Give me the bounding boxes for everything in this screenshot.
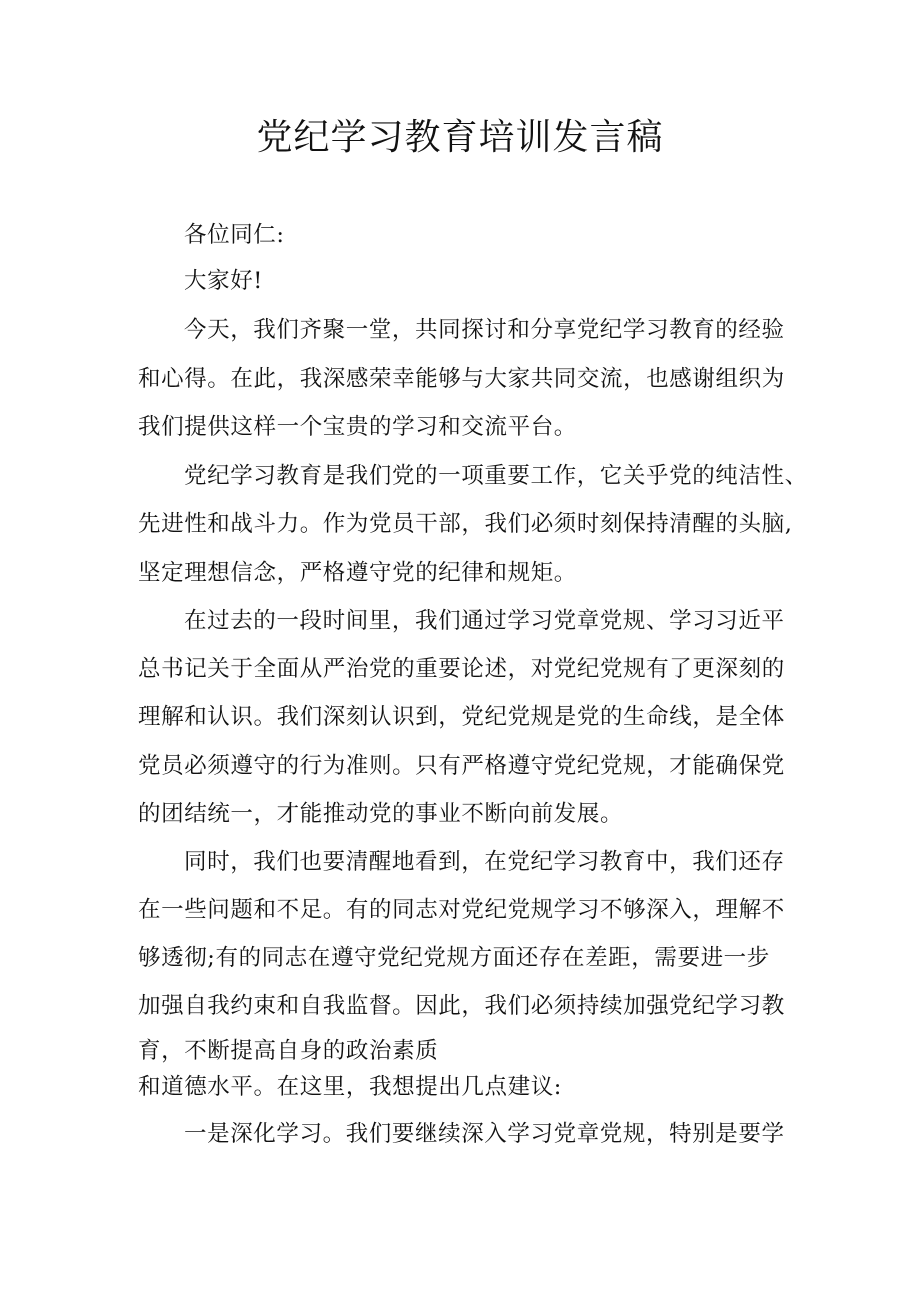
paragraph-line: 党纪学习教育是我们党的一项重要工作，它关乎党的纯洁性、 (184, 463, 808, 489)
paragraph-line: 党员必须遵守的行为准则。只有严格遵守党纪党规，才能确保党 (138, 753, 785, 779)
paragraph-line: 在一些问题和不足。有的同志对党纪党规学习不够深入，理解不 (138, 897, 785, 923)
paragraph-line: 一是深化学习。我们要继续深入学习党章党规，特别是要学 (184, 1121, 785, 1147)
paragraph-line: 的团结统一，才能推动党的事业不断向前发展。 (138, 801, 624, 827)
paragraph-line: 够透彻;有的同志在遵守党纪党规方面还存在差距，需要进一步 (138, 945, 770, 971)
paragraph-line: 在过去的一段时间里，我们通过学习党章党规、学习习近平 (184, 608, 785, 634)
paragraph-line: 总书记关于全面从严治党的重要论述，对党纪党规有了更深刻的 (138, 656, 785, 682)
paragraph-line: 和心得。在此，我深感荣幸能够与大家共同交流，也感谢组织为 (138, 366, 785, 392)
paragraph-line: 理解和认识。我们深刻认识到，党纪党规是党的生命线，是全体 (138, 704, 785, 730)
paragraph-line: 加强自我约束和自我监督。因此，我们必须持续加强党纪学习教 (138, 993, 785, 1019)
paragraph-line: 同时，我们也要清醒地看到，在党纪学习教育中，我们还存 (184, 849, 785, 875)
paragraph-line: 我们提供这样一个宝贵的学习和交流平台。 (138, 414, 577, 440)
paragraph-line: 育，不断提高自身的政治素质 (138, 1038, 439, 1064)
paragraph-line: 今天，我们齐聚一堂，共同探讨和分享党纪学习教育的经验 (184, 317, 785, 343)
paragraph-line: 和道德水平。在这里，我想提出几点建议: (138, 1074, 562, 1100)
salutation-line: 各位同仁: (184, 222, 285, 248)
document-title: 党纪学习教育培训发言稿 (256, 117, 664, 158)
paragraph-line: 坚定理想信念，严格遵守党的纪律和规矩。 (138, 560, 577, 586)
greeting-line: 大家好! (184, 268, 263, 294)
paragraph-line: 先进性和战斗力。作为党员干部，我们必须时刻保持清醒的头脑, (138, 511, 793, 537)
